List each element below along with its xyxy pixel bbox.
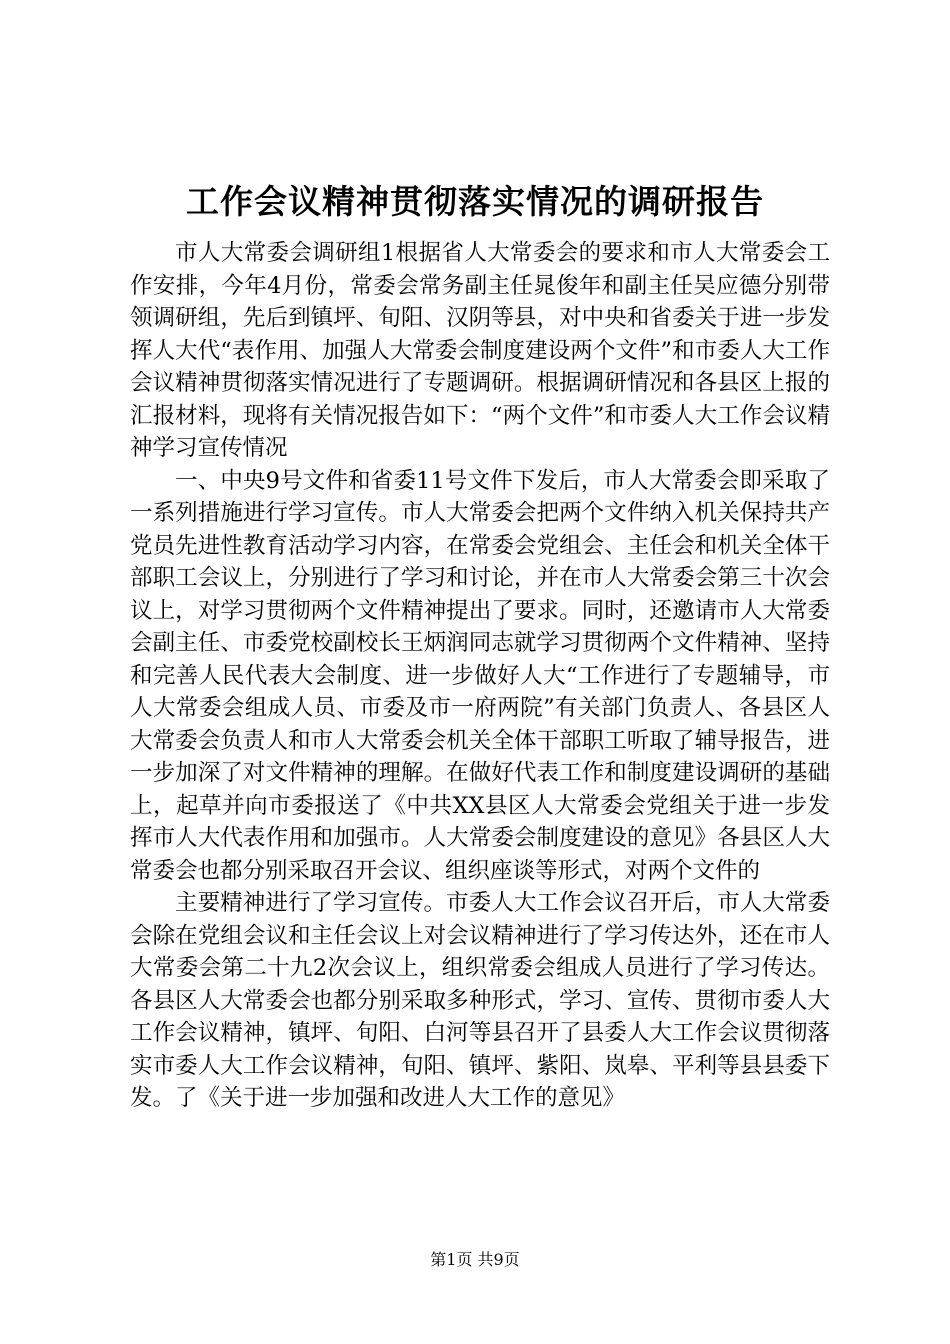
paragraph-1: 市人大常委会调研组1根据省人大常委会的要求和市人大常委会工作安排，今年4月份，常委会常务副主任晁俊年和副主任吴应德分别带领调研组，先后到镇坪、旬阳、汉阴等县，对中央和省委关于进一步发挥人大代“表作用、加强人大常委会制度建设两个文件”和市委人大工作会议精神贯彻落实情况进行了专题调研。根据调研情况和各县区上报的汇报材料，现将有关情况报告如下：“两个文件”和市委人大工作会议精神学习宣传情况	[130, 240, 830, 461]
page-number-footer: 第1页 共9页	[430, 1250, 520, 1269]
paragraph-3: 主要精神进行了学习宣传。市委人大工作会议召开后，市人大常委会除在党组会议和主任会议上对会议精神进行了学习传达外，还在市人大常委会第二十九2次会议上，组织常委会组成人员进行了学习传达。各县区人大常委会也都分别采取多种形式，学习、宣传、贯彻市委人大工作会议精神，镇坪、旬阳、白河等县召开了县委人大工作会议贯彻落实市委人大工作会议精神，旬阳、镇坪、紫阳、岚皋、平利等县县委下发。了《关于进一步加强和改进人大工作的意见》	[130, 890, 830, 1111]
paragraph-2: 一、中央9号文件和省委11号文件下发后，市人大常委会即采取了一系列措施进行学习宣传。市人大常委会把两个文件纳入机关保持共产党员先进性教育活动学习内容，在常委会党组会、主任会和机关全体干部职工会议上，分别进行了学习和讨论，并在市人大常委会第三十次会议上，对学习贯彻两个文件精神提出了要求。同时，还邀请市人大常委会副主任、市委党校副校长王炳润同志就学习贯彻两个文件精神、坚持和完善人民代表大会制度、进一步做好人大“工作进行了专题辅导，市人大常委会组成人员、市委及市一府两院”有关部门负责人、各县区人大常委会负责人和市人大常委会机关全体干部职工听取了辅导报告，进一步加深了对文件精神的理解。在做好代表工作和制度建设调研的基础上，起草并向市委报送了《中共XX县区人大常委会党组关于进一步发挥市人大代表作用和加强市。人大常委会制度建设的意见》各县区人大常委会也都分别采取召开会议、组织座谈等形式，对两个文件的	[130, 467, 830, 884]
document-title: 工作会议精神贯彻落实情况的调研报告	[186, 182, 764, 221]
document-body	[130, 237, 830, 1115]
